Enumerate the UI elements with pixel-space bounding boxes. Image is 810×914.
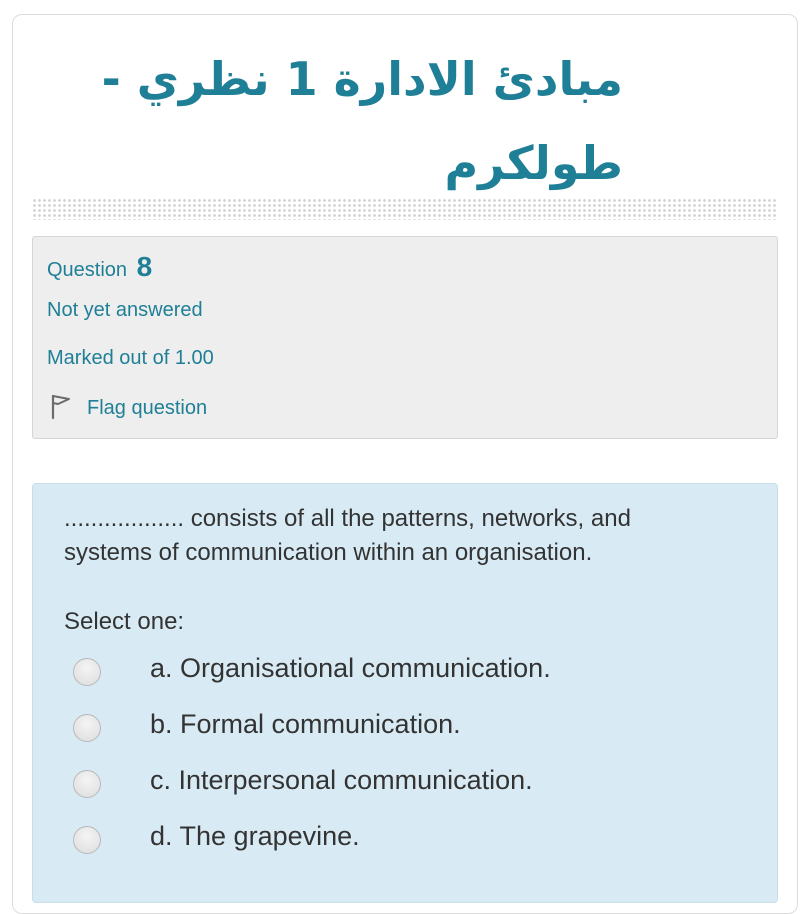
answer-option-label[interactable]: a. Organisational communication. (150, 653, 551, 683)
question-state: Not yet answered (47, 299, 203, 321)
answer-option-label[interactable]: c. Interpersonal communication. (150, 765, 533, 795)
answer-radio[interactable] (73, 770, 101, 798)
answer-option[interactable] (33, 650, 779, 706)
answer-option[interactable] (33, 706, 779, 762)
dotted-divider (32, 198, 778, 220)
answer-options (33, 650, 779, 874)
answer-option-label[interactable]: d. The grapevine. (150, 821, 360, 851)
answer-option[interactable] (33, 818, 779, 874)
question-number-label: Question (47, 259, 128, 281)
flag-icon (47, 392, 73, 424)
question-text: .................. consists of all the patterns, networks, and systems of communication within an organisation. (64, 505, 631, 566)
answer-option-label[interactable]: b. Formal communication. (150, 709, 461, 739)
answer-radio[interactable] (73, 714, 101, 742)
flag-question-label: Flag question (87, 396, 208, 419)
answer-option[interactable] (33, 762, 779, 818)
question-content-panel (32, 483, 778, 903)
course-title: مبادئ الادارة 1 نظري - طولكرم (101, 52, 623, 190)
question-number-value: 8 (136, 251, 153, 282)
answer-radio[interactable] (73, 658, 101, 686)
flag-question-button[interactable] (47, 392, 207, 424)
question-grade: Marked out of 1.00 (47, 347, 214, 369)
answer-radio[interactable] (73, 826, 101, 854)
question-number (47, 251, 152, 283)
select-one-prompt: Select one: (64, 608, 185, 635)
question-info-panel (32, 236, 778, 439)
